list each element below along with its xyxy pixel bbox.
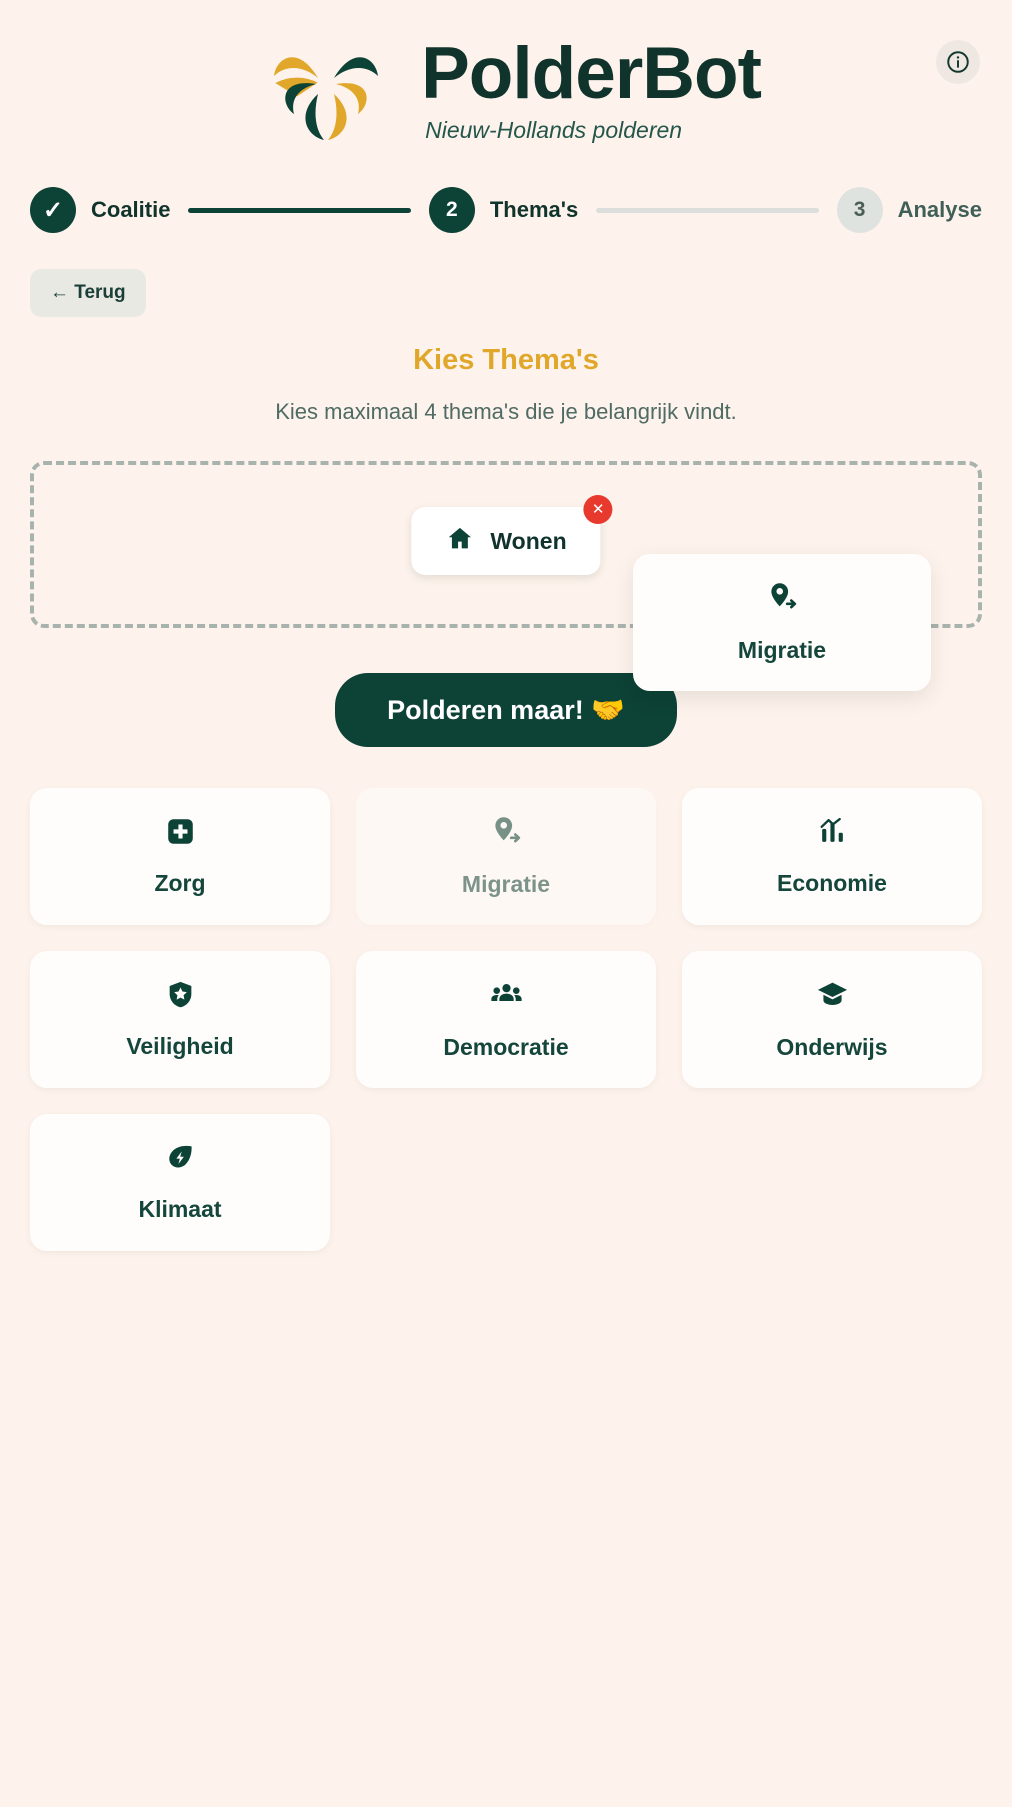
theme-card-migratie[interactable]: [356, 788, 656, 925]
shield-star-icon: [165, 979, 196, 1015]
home-icon: [445, 524, 474, 558]
step-2-marker: 2: [429, 187, 475, 233]
back-row: [0, 269, 1012, 317]
step-analyse[interactable]: [837, 187, 982, 233]
medical-cross-icon: [165, 816, 196, 852]
dragging-theme-card-migratie[interactable]: [633, 554, 931, 691]
theme-card-klimaat[interactable]: [30, 1114, 330, 1251]
step-3-label: Analyse: [897, 197, 982, 222]
theme-label: Klimaat: [138, 1196, 222, 1222]
info-button[interactable]: [936, 40, 980, 84]
step-connector-2: [596, 208, 818, 213]
app-header: [0, 0, 1012, 151]
theme-card-zorg[interactable]: [30, 788, 330, 925]
selected-theme-wonen[interactable]: [411, 501, 605, 575]
step-1-marker: ✓: [30, 187, 76, 233]
brand-tagline: Nieuw-Hollands polderen: [425, 117, 683, 144]
chart-bars-icon: [817, 816, 848, 852]
theme-label: Democratie: [443, 1034, 569, 1060]
polderbot-logo-icon: [251, 26, 401, 151]
dragging-theme-label: Migratie: [737, 637, 827, 663]
submit-button[interactable]: Polderen maar! 🤝: [335, 673, 677, 747]
migration-pin-icon: [490, 815, 523, 853]
theme-card-democratie[interactable]: [356, 951, 656, 1088]
graduation-cap-icon: [816, 978, 849, 1016]
back-button[interactable]: ← Terug: [30, 269, 146, 317]
logo: [251, 26, 761, 151]
progress-stepper: [0, 187, 1012, 233]
step-coalitie[interactable]: [30, 187, 170, 233]
step-connector-1: [188, 208, 410, 213]
theme-label: Zorg: [154, 870, 206, 896]
info-icon: [945, 49, 971, 75]
brand-title: PolderBot: [421, 32, 761, 114]
theme-label: Veiligheid: [126, 1033, 234, 1059]
step-1-label: Coalitie: [91, 197, 171, 222]
close-icon[interactable]: ✕: [584, 495, 613, 524]
step-3-marker: 3: [837, 187, 883, 233]
theme-card-onderwijs[interactable]: [682, 951, 982, 1088]
step-2-label: Thema's: [489, 197, 579, 222]
migration-pin-icon: [766, 581, 799, 619]
theme-label: Economie: [777, 870, 887, 896]
step-themas[interactable]: [429, 187, 578, 233]
theme-label: Migratie: [461, 871, 551, 897]
theme-card-veiligheid[interactable]: [30, 951, 330, 1088]
theme-grid: [30, 788, 982, 1251]
theme-card-economie[interactable]: [682, 788, 982, 925]
leaf-bolt-icon: [165, 1142, 196, 1178]
people-group-icon: [490, 978, 523, 1016]
theme-label: Onderwijs: [776, 1034, 888, 1060]
selected-theme-label: Wonen: [490, 527, 567, 554]
page-subtitle: Kies maximaal 4 thema's die je belangrijk vindt.: [275, 399, 737, 424]
page-title: Kies Thema's: [413, 344, 599, 376]
